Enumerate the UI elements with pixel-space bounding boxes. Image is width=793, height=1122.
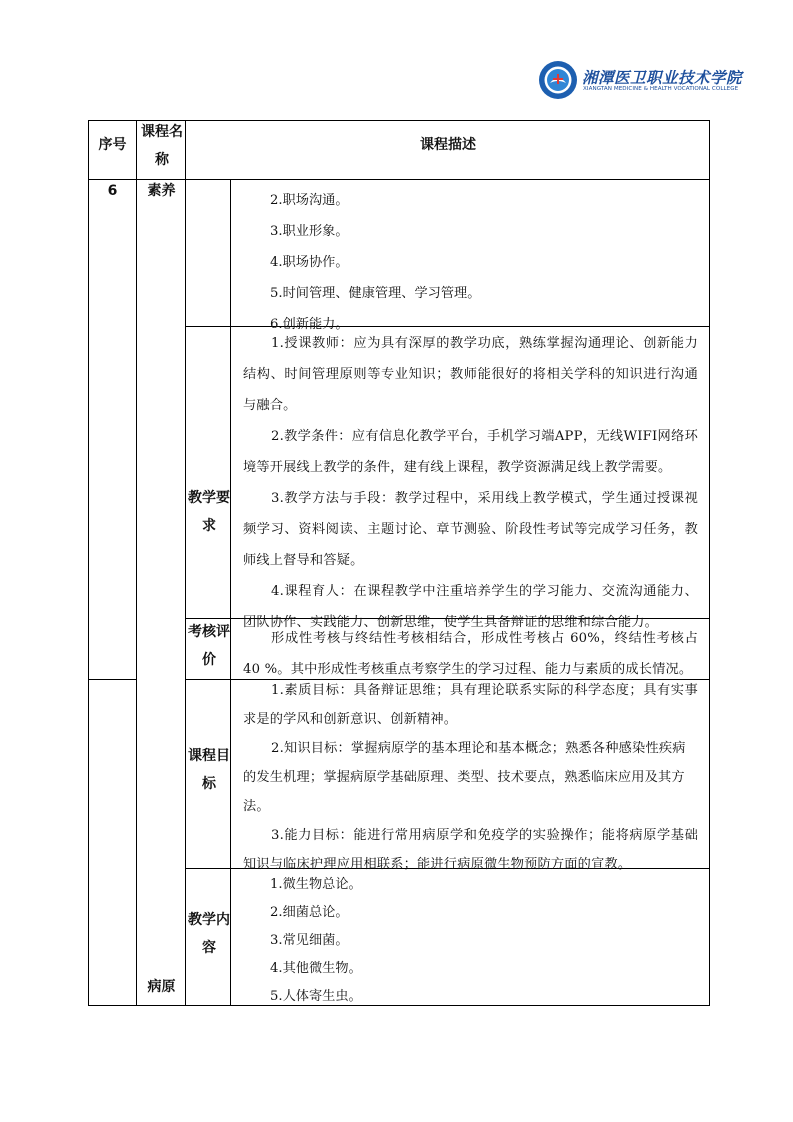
teaching-requirements-label: 教学要求 (188, 490, 230, 534)
row-divider-index (88, 679, 137, 680)
paragraph: 4.课程育人：在课程教学中注重培养学生的学习能力、交流沟通能力、团队协作、实践能力、创新思维，使学生具备辩证的思维和综合能力。 (243, 584, 698, 630)
assessment-label: 考核评价 (188, 624, 230, 668)
table-border-bottom (88, 1005, 710, 1006)
row-index: 6 (107, 183, 118, 199)
teaching-requirements-text (243, 328, 698, 638)
header-course-name: 课程名称 (141, 124, 183, 168)
list-item: 4.职场协作。 (270, 255, 349, 270)
list-item: 1.微生物总论。 (270, 877, 362, 892)
course-name-1: 素养 (147, 183, 176, 199)
teaching-content-label: 教学内容 (188, 912, 230, 956)
list-item: 3.职业形象。 (270, 224, 349, 239)
college-name-cn: 湘潭医卫职业技术学院 (582, 68, 743, 87)
paragraph: 1.授课教师：应为具有深厚的教学功底，熟练掌握沟通理论、创新能力结构、时间管理原则等专业知识；教师能很好的将相关学科的知识进行沟通与融合。 (243, 336, 698, 413)
paragraph: 3.能力目标：能进行常用病原学和免疫学的实验操作；能将病原学基础知识与临床护理应用相联系；能进行病原微生物预防方面的宣教。 (243, 828, 698, 872)
skills-list (270, 185, 480, 340)
paragraph: 1.素质目标：具备辩证思维；具有理论联系实际的科学态度；具有实事求是的学风和创新意识、创新精神。 (243, 683, 698, 727)
list-item: 6.创新能力。 (270, 317, 349, 332)
course-name-2: 病原 (147, 979, 176, 995)
table-border-right (709, 120, 710, 1006)
paragraph: 形成性考核与终结性考核相结合，形成性考核占 60%，终结性考核占 40 %。其中形成性考核重点考察学生的学习过程、能力与素质的成长情况。 (243, 631, 698, 677)
course-objectives-label: 课程目标 (188, 748, 230, 792)
college-name-en: XIANGTAN MEDICINE & HEALTH VOCATIONAL COLLEGE (583, 86, 739, 92)
paragraph: 2.教学条件：应有信息化教学平台，手机学习端APP，无线WIFI网络环境等开展线上教学的条件，建有线上课程，教学资源满足线上教学需要。 (243, 429, 698, 475)
college-logo (538, 60, 743, 100)
list-item: 3.常见细菌。 (270, 933, 349, 948)
college-seal-icon (538, 60, 578, 100)
list-item: 5.人体寄生虫。 (270, 989, 362, 1004)
header-description: 课程描述 (420, 137, 476, 153)
col-divider-3 (230, 179, 231, 1006)
list-item: 2.细菌总论。 (270, 905, 349, 920)
paragraph: 2.知识目标：掌握病原学的基本理论和基本概念；熟悉各种感染性疾病的发生机理；掌握病原学基础原理、类型、技术要点，熟悉临床应用及其方法。 (243, 741, 686, 814)
col-divider-2 (185, 120, 186, 1006)
teaching-content-list (270, 871, 362, 1011)
col-divider-1 (136, 120, 137, 1006)
list-item: 4.其他微生物。 (270, 961, 362, 976)
table-border-left (88, 120, 89, 1006)
header-index: 序号 (98, 137, 127, 153)
paragraph: 3.教学方法与手段：教学过程中，采用线上教学模式，学生通过授课视频学习、资料阅读、主题讨论、章节测验、阶段性考试等完成学习任务，教师线上督导和答疑。 (243, 491, 698, 568)
list-item: 5.时间管理、健康管理、学习管理。 (270, 286, 481, 301)
list-item: 2.职场沟通。 (270, 193, 349, 208)
course-objectives-text (243, 676, 698, 879)
